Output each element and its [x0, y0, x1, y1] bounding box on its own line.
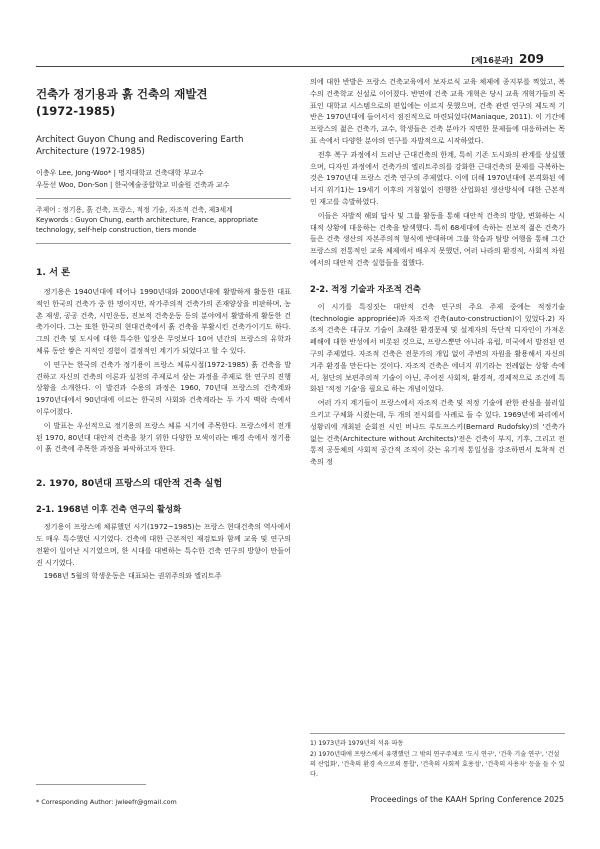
- footnote-rule-right: [310, 733, 565, 734]
- keywords-english: Keywords : Guyon Chung, earth architecture, France, appropriate technology, self-help construction, tiers monde: [36, 216, 258, 234]
- author-list: [36, 168, 291, 191]
- heading-introduction: 1. 서 론: [36, 267, 71, 278]
- heading-section-2: 2. 1970, 80년대 프랑스의 대안적 건축 실험: [36, 478, 223, 490]
- intro-paragraph-1: 정기용은 1940년대에 태어나 1990년대와 2000년대에 활발하게 활동한 대표적인 한국의 건축가 중 한 명이지만, 작가주의적 건축가의 존재양상을 비판하며, 농촌 재생, 공공 건축, 시민운동, 진보적 건축운동 등의 분야에서 활발하게 활동한 건축가이다. 그는 또한 한국의 현대건축에서 흙 건축을 부활시킨 건축가이기도 하다. 그의 건축 및 도시에 대한 특수한 입장은 무엇보다 10여 년간의 프랑스의 유학과 체류 동안 쌓은 지적인 경험이 결정적인 계기가 되었다고 할 수 있다.: [36, 287, 291, 355]
- corresponding-author: [36, 784, 291, 808]
- title-korean: 건축가 정기용과 흙 건축의 재발견 (1972-1985): [36, 87, 208, 118]
- intro-paragraph-2: 이 연구는 한국의 건축가 정기용이 프랑스 체류시절(1972-1985) 흙 건축을 발견하고 자신의 건축의 이론과 실천의 주제로서 삼는 과정을 주제로 한 연구의 진행 상황을 소개한다. 이 발견과 수용의 과정은 1960, 70년대 프랑스의 건축계와 1970년대에서 90년대에 이르는 한국의 사회와 건축계라는 두 가지 맥락 속에서 이루어졌다.: [36, 359, 291, 416]
- footnote-rule-left: [36, 784, 146, 785]
- right-paragraph-4: 이 시기를 특징짓는 대안적 건축 연구의 주요 주제 중에는 적정기술(technologie appropriée)과 자조적 건축(auto-construction)이 있었다.2) 자조적 건축은 대규모 기술이 초래한 환경문제 및 설계자의 독단적 디자인이 가져온 폐해에 대한 반성에서 비롯된 것으로, 프랑스뿐만 아니라 유럽, 미국에서 발전된 연구의 주제였다. 자조적 건축은 전문가의 개입 없이 주변의 자원을 활용해서 자신의 거주 환경을 만든다는 것이다. 자조적 건축은 에너지 위기라는 전례없는 상황 속에서, 첨단의 보편주의적 기술이 아닌, 주어진 사회적, 환경적, 경제적으로 조건에 특화된 '적정 기술'을 필요로 하는 개념이었다.: [310, 301, 565, 394]
- footnotes: [310, 733, 565, 781]
- keywords-block: [36, 199, 291, 243]
- right-paragraph-5: 여러 가지 계기들이 프랑스에서 자조적 건축 및 적정 기술에 관한 관심을 불러일으키고 구체화 시켰는데, 두 개의 전시회를 사례로 들 수 있다. 1969년에 파리에서 성황리에 개최된 순회전 시인 버나드 루도프스키(Bernard Rudofsky)의 '건축가 없는 건축(Architecture without Architects)'전은 건축이 부지, 기후, 그리고 전통적 공동체의 사회적 공간적 조직이 갖는 유기적 통일성을 강조하면서 토착적 건축의 정: [310, 398, 565, 467]
- author-2: 우동선 Woo, Don-Son | 한국예술종합학교 미술원 건축과 교수: [36, 180, 230, 189]
- title-english: Architect Guyon Chung and Rediscovering Earth Architecture (1972-1985): [36, 135, 244, 157]
- intro-paragraph-3: 이 발표는 우선적으로 정기용의 프랑스 체류 시기에 주목한다. 프랑스에서 전개된 1970, 80년대 대안적 건축을 찾기 위한 다양한 모색이라는 배경 속에서 정기용이 흙 건축에 주목한 과정을 파악하고자 한다.: [36, 420, 291, 454]
- right-paragraph-3: 이들은 자발적 해외 답사 및 그룹 활동을 통해 대안적 건축의 방향, 변화하는 시대적 상황에 대응하는 건축을 탐색했다. 특히 68세대에 속하는 진보적 젊은 건축가들은 건축 생산의 자본주의적 형식에 반대하며 그룹 학습과 탐방 여행을 통해 그간 프랑스의 전통적인 교육 체제에서 배우지 못했던, 여러 나라의 환경적, 사회적 차원에서의 대안적 건축 실험들을 접했다.: [310, 210, 565, 267]
- page-footer: Proceedings of the KAAH Spring Conference 2025: [370, 795, 564, 804]
- footnote-2: 2) 1970년대에 프랑스에서 유행했던 그 밖의 연구주제로 '도시 연구', '건축 기술 연구', '건설의 산업화', '건축의 환경 속으로의 통합', '건축의 사회적 효용성', '건축의 사용자' 등을 들 수 있다.: [310, 751, 565, 778]
- heading-section-2-1: 2-1. 1968년 이후 건축 연구의 활성화: [36, 504, 182, 515]
- right-paragraph-1: 의에 대한 반발은 프랑스 건축교육에서 보자르식 교육 체제에 종지부를 찍었고, 복수의 건축학교 신설로 이어졌다. 반면에 건축 교육 개혁은 당시 교육 개혁가들의 목표인 대학교 시스템으로의 편입에는 이르지 못했으며, 건축 관련 연구의 제도적 기반은 1970년대에 들어서서 점진적으로 마련되었다(Maniaque, 2011). 이 기간에 프랑스의 젊은 건축가, 교수, 학생들은 건축 분야가 직면한 문제들에 대응하려는 목표 속에서 다양한 분야의 연구를 자발적으로 시작하였다.: [310, 77, 565, 145]
- keywords-rule-bottom: [36, 243, 291, 244]
- left-column: [36, 76, 291, 584]
- right-paragraph-2: 전후 복구 과정에서 드러난 근대건축의 한계, 특히 기존 도시와의 관계를 상실했으며, 디자인 과정에서 건축가의 엘리트주의를 강화한 근대건축의 문제를 극복하는 것은 1970년대 프랑스 건축 연구의 주제였다. 이에 더해 1970년대에 본격화된 에너지 위기1)는 19세기 이후의 거침없이 진행한 산업화된 생산방식에 대한 근본적인 재고를 촉발하였다.: [310, 149, 565, 206]
- section-2-1-paragraph-1: 정기용이 프랑스에 체류했던 시기(1972~1985)는 프랑스 현대건축의 역사에서도 매우 특수했던 시기였다. 건축에 대한 근본적인 재검토와 함께 교육 및 연구의 전환이 일어난 시기였으며, 한 시대를 대변하는 특수한 건축 연구의 방향이 만들어진 시기였다.: [36, 522, 291, 567]
- heading-section-2-2: 2-2. 적정 기술과 자조적 건축: [310, 283, 421, 294]
- page-header: [471, 52, 544, 66]
- section-label: [제16분과]: [471, 56, 513, 65]
- author-1: 이충우 Lee, Jong-Woo* | 명지대학교 건축대학 부교수: [36, 169, 204, 177]
- header-rule: [36, 66, 564, 67]
- section-2-1-paragraph-2: 1968년 5월의 학생운동은 대표되는 권위주의와 엘리트주: [43, 571, 222, 581]
- keywords-korean: 주제어 : 정기용, 흙 건축, 프랑스, 적정 기술, 자조적 건축, 제3세계: [36, 206, 233, 214]
- right-column: [310, 76, 565, 470]
- footnote-1: 1) 1973년과 1979년의 석유 파동: [310, 740, 404, 747]
- page-number: 209: [518, 52, 544, 66]
- corresponding-author-email: * Corresponding Author: jwleefr@gmail.com: [36, 798, 177, 806]
